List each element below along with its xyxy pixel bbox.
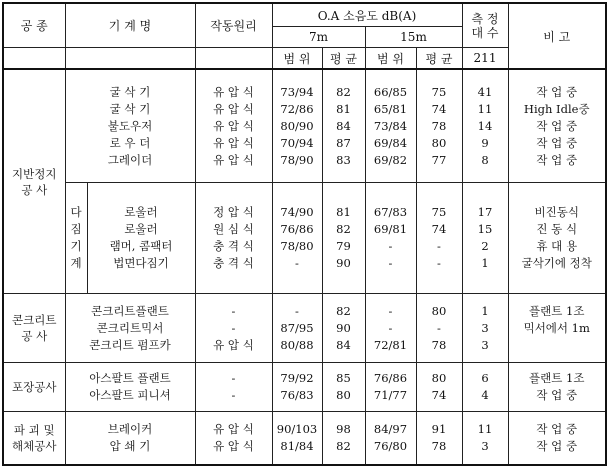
avg-15m-value: 75 <box>431 84 447 99</box>
avg-7m-value: 84 <box>336 337 351 352</box>
header-principle: 작동원리 <box>195 3 272 48</box>
avg-7m-value: 90 <box>336 320 351 335</box>
method-cell <box>195 362 272 411</box>
category-line: 해체공사 <box>12 438 57 453</box>
count-value: 1 <box>481 256 489 271</box>
count-value: 3 <box>481 337 489 352</box>
header-equipment: 기 계 명 <box>65 3 195 48</box>
range-7m-value: 78/90 <box>280 152 314 167</box>
avg-15m-value: 74 <box>431 101 447 116</box>
avg-7m-value: 84 <box>336 118 351 133</box>
range-7m-value: - <box>295 303 299 318</box>
avg-15m-value: 75 <box>431 205 447 220</box>
avg-15m-value: 78 <box>431 118 447 133</box>
note-cell <box>508 183 606 294</box>
equipment-name: 콘크리트플랜트 <box>91 303 169 318</box>
range-7m-cell <box>272 362 322 411</box>
range-7m-value: 73/94 <box>280 84 314 99</box>
equipment-cell <box>65 362 195 411</box>
count-value: 8 <box>481 152 489 167</box>
range-7m-value: 72/86 <box>280 101 314 116</box>
method-cell <box>195 411 272 465</box>
category-line: 공 사 <box>21 182 48 197</box>
range-15m-value: 66/85 <box>373 84 408 99</box>
header-count-line1: 측 정 <box>471 11 499 26</box>
avg-7m-cell <box>322 69 365 182</box>
range-15m-value: - <box>388 320 393 335</box>
note-value: 플랜트 1조 <box>529 370 585 385</box>
avg-15m-value: 74 <box>431 387 447 402</box>
range-15m-value: 76/86 <box>373 370 408 385</box>
range-15m-cell <box>365 362 416 411</box>
count-value: 15 <box>477 222 493 237</box>
avg-7m-value: 79 <box>336 239 351 254</box>
equipment-name: 불도우저 <box>107 118 153 133</box>
equipment-name: 브레이커 <box>107 421 153 436</box>
avg-7m-value: 82 <box>336 303 351 318</box>
note-value: 작 업 중 <box>536 152 578 167</box>
range-15m-value: 72/81 <box>373 337 408 352</box>
header-category: 공 종 <box>3 3 65 48</box>
avg-15m-cell <box>416 362 462 411</box>
header-principle-cont <box>195 48 272 69</box>
avg-15m-value: 77 <box>431 152 447 167</box>
avg-7m-value: 80 <box>336 387 351 402</box>
header-note: 비 고 <box>508 3 606 69</box>
note-value: 작 업 중 <box>536 438 578 453</box>
count-value: 4 <box>481 387 489 402</box>
note-value: 비진동식 <box>534 205 579 220</box>
equipment-name: 콘크리트믹서 <box>96 320 164 335</box>
category-cell <box>3 294 65 362</box>
header-avg-7m: 평 균 <box>322 48 365 69</box>
note-value: 작 업 중 <box>536 135 578 150</box>
range-7m-value: 74/90 <box>280 205 314 220</box>
equipment-name: 로울러 <box>124 222 158 237</box>
count-value: 41 <box>477 84 493 99</box>
category-cell <box>3 69 65 294</box>
avg-15m-value: - <box>437 320 441 335</box>
method-value: - <box>231 370 236 385</box>
avg-7m-value: 90 <box>336 256 351 271</box>
equipment-name: 아스팔트 플랜트 <box>89 370 171 385</box>
count-value: 9 <box>481 135 489 150</box>
range-15m-cell <box>365 183 416 294</box>
count-value: 6 <box>481 370 489 385</box>
method-value: 유 압 식 <box>213 135 254 150</box>
count-cell <box>462 411 508 465</box>
count-cell <box>462 294 508 362</box>
range-7m-value: 70/94 <box>280 135 314 150</box>
range-7m-value: 80/90 <box>280 118 314 133</box>
avg-15m-value: - <box>437 256 441 271</box>
header-avg-15m: 평 균 <box>416 48 462 69</box>
equipment-name: 굴 삭 기 <box>109 84 151 99</box>
header-count-line2: 대 수 <box>471 25 499 40</box>
method-value: 유 압 식 <box>213 438 254 453</box>
note-cell <box>508 411 606 465</box>
method-value: 유 압 식 <box>213 337 254 352</box>
avg-7m-value: 81 <box>336 101 351 116</box>
range-7m-cell <box>272 294 322 362</box>
note-cell <box>508 294 606 362</box>
note-value: 굴삭기에 정착 <box>521 256 592 271</box>
avg-7m-value: 82 <box>336 438 351 453</box>
avg-7m-value: 85 <box>336 370 351 385</box>
range-15m-value: 69/82 <box>373 152 408 167</box>
header-dist-7m: 7m <box>272 27 365 48</box>
avg-7m-cell <box>322 362 365 411</box>
range-7m-cell <box>272 183 322 294</box>
avg-15m-value: 78 <box>431 337 447 352</box>
method-cell <box>195 69 272 182</box>
method-cell <box>195 183 272 294</box>
equipment-cell <box>65 411 195 465</box>
header-count <box>462 3 508 48</box>
equipment-cell <box>87 183 195 294</box>
range-7m-value: 87/95 <box>280 320 314 335</box>
range-15m-value: - <box>388 239 393 254</box>
count-value: 11 <box>477 421 493 436</box>
range-7m-value: 78/80 <box>280 239 314 254</box>
avg-15m-value: 80 <box>431 303 447 318</box>
range-15m-value: 71/77 <box>373 387 408 402</box>
avg-7m-value: 83 <box>336 152 351 167</box>
equipment-cell <box>65 69 195 182</box>
construction-noise-table <box>2 2 607 466</box>
avg-7m-value: 98 <box>336 421 351 436</box>
range-7m-cell <box>272 411 322 465</box>
header-range-15m: 범 위 <box>365 48 416 69</box>
count-value: 1 <box>481 303 489 318</box>
avg-15m-value: 74 <box>431 222 447 237</box>
category-cell: 포장공사 <box>3 362 65 411</box>
category-line: 지반정지 <box>12 166 57 181</box>
range-7m-cell <box>272 69 322 182</box>
avg-7m-cell <box>322 294 365 362</box>
equipment-name: 로울러 <box>124 205 158 220</box>
note-value: 작 업 중 <box>536 84 578 99</box>
header-count-total: 211 <box>462 48 508 69</box>
range-15m-value: - <box>388 303 393 318</box>
method-value: 정 압 식 <box>213 205 254 220</box>
avg-15m-value: - <box>437 239 441 254</box>
count-value: 3 <box>481 438 489 453</box>
count-cell <box>462 362 508 411</box>
subgroup-label-char: 기 <box>70 239 82 254</box>
count-cell <box>462 69 508 182</box>
subgroup-label-cell <box>65 183 87 294</box>
method-value: 유 압 식 <box>213 118 254 133</box>
note-value: 플랜트 1조 <box>529 303 585 318</box>
header-dist-15m: 15m <box>365 27 462 48</box>
range-7m-value: 76/86 <box>280 222 314 237</box>
method-value: - <box>231 303 236 318</box>
method-value: 원 심 식 <box>213 222 254 237</box>
range-15m-value: 73/84 <box>373 118 408 133</box>
avg-7m-value: 82 <box>336 222 351 237</box>
subgroup-label-char: 다 <box>70 205 82 220</box>
header-range-7m: 범 위 <box>272 48 322 69</box>
equipment-name: 법면다짐기 <box>113 256 169 271</box>
equipment-name: 압 쇄 기 <box>109 438 151 453</box>
method-value: - <box>231 387 236 402</box>
count-value: 17 <box>477 205 493 220</box>
range-7m-value: - <box>295 256 299 271</box>
avg-7m-cell <box>322 411 365 465</box>
count-value: 11 <box>477 101 493 116</box>
avg-15m-cell <box>416 183 462 294</box>
avg-15m-cell <box>416 411 462 465</box>
range-15m-cell <box>365 294 416 362</box>
range-7m-value: 79/92 <box>280 370 314 385</box>
equipment-name: 아스팔트 피니셔 <box>89 387 171 402</box>
range-7m-value: 76/83 <box>280 387 314 402</box>
method-value: 충 격 식 <box>213 256 254 271</box>
subgroup-label-char: 계 <box>70 256 82 271</box>
range-15m-cell <box>365 69 416 182</box>
note-value: 작 업 중 <box>536 387 578 402</box>
equipment-name: 로 우 더 <box>109 135 151 150</box>
note-value: 작 업 중 <box>536 421 578 436</box>
equipment-name: 굴 삭 기 <box>109 101 151 116</box>
range-15m-value: 69/81 <box>373 222 408 237</box>
range-15m-value: 65/81 <box>373 101 408 116</box>
range-15m-value: 84/97 <box>373 421 408 436</box>
count-value: 14 <box>477 118 493 133</box>
category-cell <box>3 411 65 465</box>
count-value: 3 <box>481 320 489 335</box>
avg-15m-value: 80 <box>431 135 447 150</box>
header-equipment-cont <box>65 48 195 69</box>
range-7m-value: 90/103 <box>276 421 318 436</box>
note-value: 진 동 식 <box>536 222 578 237</box>
avg-7m-value: 82 <box>336 84 351 99</box>
noise-table-container <box>2 2 605 466</box>
range-15m-value: 69/84 <box>373 135 408 150</box>
avg-7m-value: 87 <box>336 135 351 150</box>
method-value: - <box>231 320 236 335</box>
avg-7m-cell <box>322 183 365 294</box>
header-noise-title: O.A 소음도 dB(A) <box>272 3 462 27</box>
note-cell <box>508 69 606 182</box>
method-value: 충 격 식 <box>213 239 254 254</box>
method-cell <box>195 294 272 362</box>
note-value: 믹서에서 1m <box>523 320 590 335</box>
avg-15m-value: 91 <box>431 421 447 436</box>
header-category-cont <box>3 48 65 69</box>
note-cell <box>508 362 606 411</box>
note-value <box>509 337 606 354</box>
range-15m-cell <box>365 411 416 465</box>
equipment-name: 램머, 콤팩터 <box>109 239 173 254</box>
range-15m-value: - <box>388 256 393 271</box>
range-7m-value: 80/88 <box>280 337 314 352</box>
avg-7m-value: 81 <box>336 205 351 220</box>
count-value: 2 <box>481 239 489 254</box>
range-15m-value: 67/83 <box>373 205 408 220</box>
range-7m-value: 81/84 <box>280 438 314 453</box>
note-value: 휴 대 용 <box>536 239 578 254</box>
category-line: 파 괴 및 <box>13 422 55 437</box>
note-value: 작 업 중 <box>536 118 578 133</box>
avg-15m-value: 80 <box>431 370 447 385</box>
range-15m-value: 76/80 <box>373 438 408 453</box>
method-value: 유 압 식 <box>213 84 254 99</box>
method-value: 유 압 식 <box>213 421 254 436</box>
equipment-name: 콘크리트 펌프카 <box>89 337 171 352</box>
count-cell <box>462 183 508 294</box>
avg-15m-cell <box>416 69 462 182</box>
category-line: 공 사 <box>21 329 48 344</box>
avg-15m-value: 78 <box>431 438 447 453</box>
method-value: 유 압 식 <box>213 152 254 167</box>
equipment-name: 그레이더 <box>107 152 153 167</box>
equipment-cell <box>65 294 195 362</box>
category-line: 콘크리트 <box>12 313 57 328</box>
subgroup-label-char: 짐 <box>70 222 82 237</box>
avg-15m-cell <box>416 294 462 362</box>
method-value: 유 압 식 <box>213 101 254 116</box>
note-value: High Idle중 <box>523 101 590 116</box>
